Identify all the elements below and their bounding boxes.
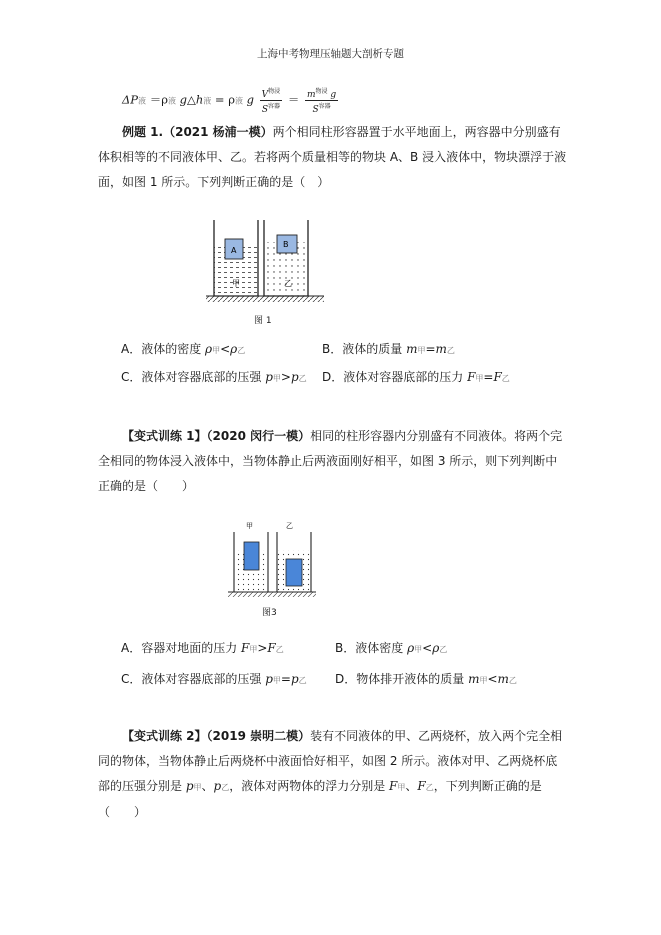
option-var: m	[406, 342, 418, 356]
option-text: A．液体的密度	[121, 342, 206, 356]
figure1-diagram	[200, 210, 330, 310]
object-jia	[244, 542, 259, 570]
variant2-p1-sub: 甲	[193, 783, 202, 792]
figure3-label-yi: 乙	[286, 522, 293, 530]
page-header: 上海中考物理压轴题大剖析专题	[257, 48, 404, 60]
option-var: ρ	[205, 342, 213, 356]
option-var: F	[241, 641, 250, 655]
option-sub: 乙	[508, 676, 517, 685]
option-sub: 乙	[275, 645, 284, 654]
variant1-option-c[interactable]	[121, 670, 307, 687]
formula-sub: 液	[167, 96, 176, 106]
variant2-text1: 装有不同液体的甲、乙两烧杯，放入两个完全相同的物体，当物体静止后两烧杯中液面恰好相平，如图 2 所示。液体对甲、乙两烧杯底部的压强分别是	[98, 729, 563, 793]
variant2-question	[98, 724, 568, 825]
variant1-source: （2020 闵行一模）	[206, 429, 311, 443]
example1-option-b[interactable]	[322, 340, 455, 357]
frac-num-g: g	[330, 90, 337, 100]
option-text: D．液体对容器底部的压力	[322, 370, 468, 384]
frac-num: V	[261, 90, 269, 100]
option-rel: >	[257, 641, 268, 655]
option-sub: 乙	[501, 374, 510, 383]
variant2-f1-sub: 甲	[397, 783, 406, 792]
variant1-option-a[interactable]	[121, 639, 284, 656]
example1-text: 两个相同柱形容器置于水平地面上，两容器中分别盛有体积相等的不同液体甲、乙。若将两个质量相等的物块 A、B 浸入液体中，物块漂浮于液面，如图 1 所示。下列判断正确的是（ ）	[98, 125, 567, 189]
frac-sup: 物浸	[268, 88, 281, 95]
frac-sup: 容器	[267, 103, 280, 110]
option-var: m	[497, 672, 509, 686]
variant2-p1: p	[185, 779, 194, 793]
example1-question	[98, 120, 568, 195]
option-var: p	[290, 370, 299, 384]
option-sub: 甲	[212, 346, 221, 355]
option-sub: 甲	[475, 374, 484, 383]
formula-sub: 液	[138, 96, 147, 106]
block-a-label: A	[231, 246, 237, 255]
formula-sub: 液	[203, 96, 212, 106]
formula-eq: ＝	[287, 92, 300, 107]
formula-sub: 液	[234, 96, 243, 106]
variant2-label: 【变式训练 2】	[122, 729, 207, 743]
option-sub: 乙	[439, 645, 448, 654]
variant1-option-d[interactable]	[335, 670, 517, 687]
variant2-p2-sub: 乙	[221, 783, 230, 792]
option-var: p	[265, 672, 273, 686]
option-var: ρ	[432, 641, 440, 655]
option-sub: 甲	[272, 676, 281, 685]
variant1-text: 相同的柱形容器内分别盛有不同液体。将两个完全相同的物体浸入液体中，当物体静止后两液面刚好相平，如图 3 所示，则下列判断中正确的是（ ）	[98, 429, 563, 493]
figure1-label-yi: 乙	[284, 279, 292, 288]
figure3-caption: 图3	[262, 608, 277, 618]
figure1-caption: 图 1	[254, 316, 272, 326]
option-var: F	[267, 641, 276, 655]
ground	[206, 296, 324, 302]
example1-option-c[interactable]	[121, 368, 307, 385]
frac-sup: 物浸	[315, 88, 328, 95]
option-text: C．液体对容器底部的压强	[121, 370, 266, 384]
figure1-label-jia: 甲	[232, 279, 240, 288]
object-yi	[286, 559, 302, 586]
formula-eq: ＝ρ	[149, 92, 168, 107]
option-text: B．液体密度	[335, 641, 408, 655]
option-rel: <	[220, 342, 231, 356]
option-rel: =	[280, 672, 291, 686]
frac-den: S	[312, 105, 319, 115]
option-text: B．液体的质量	[322, 342, 407, 356]
variant2-f2-sub: 乙	[425, 783, 434, 792]
option-sub: 甲	[414, 645, 423, 654]
formula-fraction-volume	[260, 86, 283, 115]
variant2-p2: p	[213, 779, 222, 793]
option-var: p	[290, 672, 299, 686]
formula-eq: = ρ	[214, 92, 235, 107]
option-var: F	[467, 370, 476, 384]
option-sub: 乙	[298, 676, 307, 685]
frac-num: m	[306, 90, 316, 100]
figure3-label-jia: 甲	[246, 522, 253, 530]
variant2-source: （2019 崇明二模）	[206, 729, 311, 743]
option-rel: <	[487, 672, 498, 686]
option-var: m	[468, 672, 480, 686]
variant2-f2: F	[417, 779, 426, 793]
option-sub: 甲	[249, 645, 258, 654]
frac-sup: 容器	[318, 103, 331, 110]
option-rel: =	[425, 342, 436, 356]
option-var: m	[435, 342, 447, 356]
option-var: F	[493, 370, 502, 384]
option-sub: 甲	[479, 676, 488, 685]
example1-label: 例题 1.	[122, 125, 164, 139]
block-b-label: B	[283, 240, 289, 249]
variant2-text3: ，下列判断正确的是（ ）	[98, 779, 542, 819]
example1-source: （2021 杨浦一模）	[163, 125, 273, 139]
figure3-diagram	[222, 518, 322, 602]
variant1-label: 【变式训练 1】	[122, 429, 207, 443]
option-sub: 乙	[446, 346, 455, 355]
option-text: D．物体排开液体的质量	[335, 672, 469, 686]
option-sub: 甲	[272, 374, 281, 383]
formula-fraction-mass	[305, 86, 338, 115]
option-text: C．液体对容器底部的压强	[121, 672, 266, 686]
option-rel: >	[280, 370, 291, 384]
variant2-sep2: 、	[405, 779, 418, 793]
option-sub: 乙	[298, 374, 307, 383]
ground	[228, 592, 316, 597]
variant2-text2: ，液体对两物体的浮力分别是	[229, 779, 390, 793]
formula-delta-p: ΔP	[122, 92, 139, 107]
option-rel: =	[483, 370, 494, 384]
option-var: ρ	[407, 641, 415, 655]
option-var: p	[265, 370, 273, 384]
frac-den: S	[261, 105, 268, 115]
option-sub: 甲	[417, 346, 426, 355]
option-sub: 乙	[237, 346, 246, 355]
formula-g-delta-h: g△h	[179, 92, 204, 107]
option-text: A．容器对地面的压力	[121, 641, 242, 655]
variant2-f1: F	[389, 779, 398, 793]
variant2-sep1: 、	[201, 779, 214, 793]
variant1-option-b[interactable]	[335, 639, 447, 656]
example1-option-d[interactable]	[322, 368, 510, 385]
example1-option-a[interactable]	[121, 340, 245, 357]
option-var: ρ	[230, 342, 238, 356]
option-rel: <	[422, 641, 433, 655]
variant1-question	[98, 424, 568, 499]
pressure-change-formula	[122, 86, 340, 115]
formula-g: g	[246, 92, 254, 107]
